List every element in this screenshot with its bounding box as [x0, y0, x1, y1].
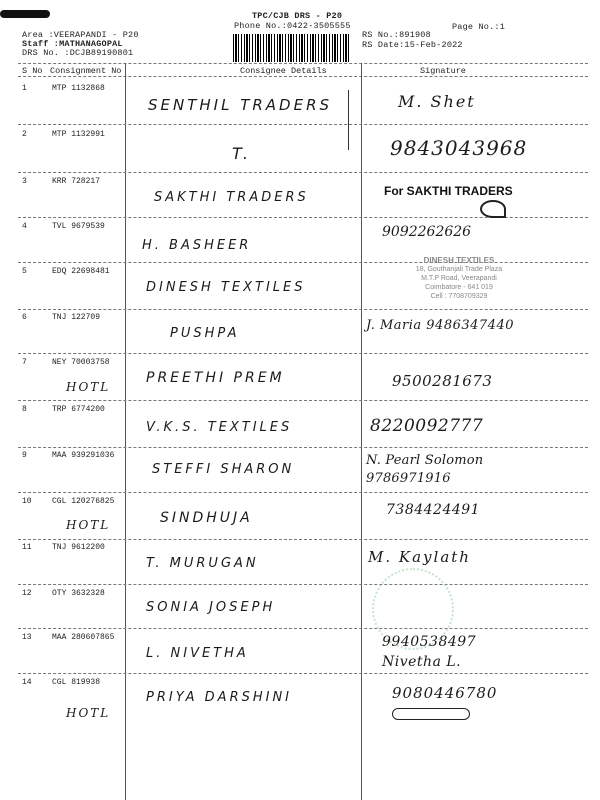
consignment-number: EDQ 22698481 [52, 267, 110, 276]
signature: 7384424491 [386, 502, 481, 518]
column-divider [361, 63, 362, 800]
consignment-number: CGL 819938 [52, 678, 101, 687]
row-number: 7 [22, 358, 27, 367]
row-number: 8 [22, 405, 27, 414]
row-number: 13 [22, 633, 32, 642]
pen-stroke [348, 90, 349, 150]
document-title: TPC/CJB DRS - P20 [252, 11, 343, 21]
consignment-number: KRR 728217 [52, 177, 101, 186]
row-number: 10 [22, 497, 32, 506]
hold-note: HOTL [66, 518, 111, 532]
hold-note: HOTL [66, 380, 111, 394]
col-sno: S No [22, 66, 43, 76]
rs-number: RS No.:891908 [362, 30, 431, 40]
signature: 8220092777 [370, 416, 484, 436]
signature: M. Kaylath [368, 548, 471, 566]
row-number: 2 [22, 130, 27, 139]
company-stamp-text: For SAKTHI TRADERS [384, 184, 513, 198]
signature: J. Maria 9486347440 [366, 318, 514, 333]
signature-scribble [480, 200, 506, 218]
row-number: 5 [22, 267, 27, 276]
consignment-number: TVL 9679539 [52, 222, 105, 231]
signature-scribble [392, 708, 470, 720]
consignee-name: V.K.S. TEXTILES [146, 420, 293, 435]
area-label: Area :VEERAPANDI - P20 [22, 30, 139, 40]
consignee-name: T. MURUGAN [146, 556, 259, 571]
stamp-line: DINESH TEXTILES [423, 256, 495, 265]
consignment-number: TNJ 9612200 [52, 543, 105, 552]
consignee-name: SINDHUJA [160, 510, 253, 526]
consignee-name: STEFFI SHARON [152, 462, 295, 477]
consignment-number: OTY 3632328 [52, 589, 105, 598]
hold-note: HOTL [66, 706, 111, 720]
row-number: 11 [22, 543, 32, 552]
staff-label: Staff :MATHANAGOPAL [22, 39, 123, 49]
phone-number: Phone No.:0422-3505555 [234, 21, 351, 31]
consignee-name: PUSHPA [170, 326, 240, 341]
drs-number: DRS No. :DCJB89190801 [22, 48, 134, 58]
row-number: 1 [22, 84, 27, 93]
consignment-number: NEY 70003758 [52, 358, 110, 367]
signature: 9092262626 [382, 224, 472, 240]
row-number: 12 [22, 589, 32, 598]
consignment-number: MTP 1132991 [52, 130, 105, 139]
consignment-number: MAA 939291036 [52, 451, 115, 460]
signature: M. Shet [398, 92, 476, 111]
signature: N. Pearl Solomon 9786971916 [366, 453, 484, 486]
row-number: 9 [22, 451, 27, 460]
consignee-name: H. BASHEER [142, 238, 252, 253]
row-number: 6 [22, 313, 27, 322]
row-number: 14 [22, 678, 32, 687]
stamp-line: Coimbatore - 641 019 [425, 284, 493, 291]
row-number: 3 [22, 177, 27, 186]
consignee-name: T. [232, 144, 251, 163]
consignee-name: SENTHIL TRADERS [148, 96, 333, 114]
page-number: Page No.:1 [452, 22, 506, 32]
redaction-mark [0, 10, 50, 18]
consignee-name: PRIYA DARSHINI [146, 690, 293, 705]
company-stamp [384, 256, 534, 301]
signature: 9080446780 [392, 684, 498, 702]
signature: 9940538497 Nivetha L. [382, 634, 477, 670]
consignment-number: TRP 6774200 [52, 405, 105, 414]
stamp-line: M.T.P Road, Veerapandi [421, 275, 497, 282]
consignee-name: PREETHI PREM [146, 370, 285, 386]
consignee-name: SONIA JOSEPH [146, 600, 276, 615]
signature: 9500281673 [392, 372, 493, 390]
column-divider [125, 63, 126, 800]
signature: 9843043968 [390, 136, 528, 160]
consignee-name: SAKTHI TRADERS [154, 190, 309, 205]
consignment-number: MTP 1132868 [52, 84, 105, 93]
consignment-number: CGL 120276825 [52, 497, 115, 506]
consignment-number: TNJ 122709 [52, 313, 101, 322]
col-consignee-details: Consignee Details [240, 66, 327, 76]
consignment-number: MAA 280607865 [52, 633, 115, 642]
consignee-name: L. NIVETHA [146, 646, 249, 661]
col-consignment: Consignment No [50, 66, 122, 76]
consignee-name: DINESH TEXTILES [146, 280, 306, 295]
stamp-line: Cell : 7708709329 [430, 293, 488, 300]
row-number: 4 [22, 222, 27, 231]
col-signature: Signature [420, 66, 466, 76]
barcode [233, 34, 351, 62]
stamp-line: 18, Gouthanjali Trade Plaza [415, 266, 503, 273]
rs-date: RS Date:15-Feb-2022 [362, 40, 463, 50]
